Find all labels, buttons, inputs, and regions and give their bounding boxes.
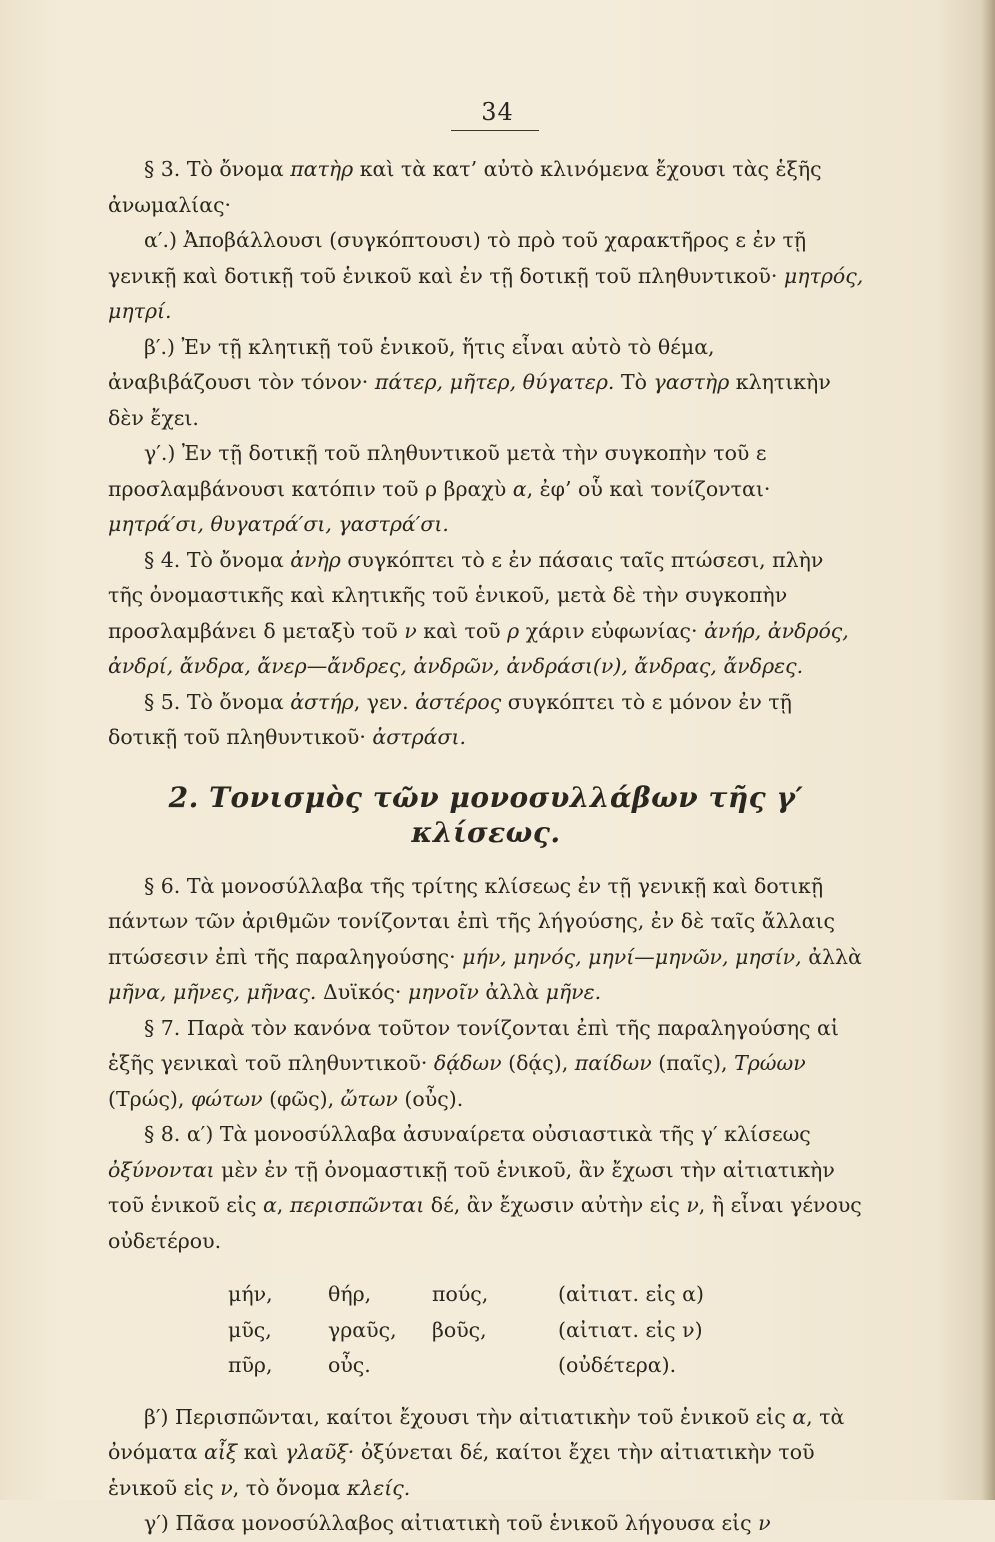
table-cell: μῦς, (228, 1317, 272, 1342)
section-7-paragraph: § 7. Παρὰ τὸν κανόνα τοῦτον τονίζονται ἐπὶ τῆς παραληγούσης αἱ ἑξῆς γενικαὶ τοῦ πληθυντικοῦ· δᾴδων (δᾴς), παίδων (παῖς), Τρώων (Τρώς), φώτων (φῶς), ὤτων (οὖς). (108, 1015, 839, 1111)
table-cell: γραῦς, (328, 1317, 397, 1342)
table-cell: πούς, (432, 1282, 489, 1306)
table-cell: μήν, (228, 1282, 273, 1306)
section-3-rule-a: α′.) Ἀποβάλλουσι (συγκόπτουσι) τὸ πρὸ τοῦ χαρακτῆρος ε ἐν τῇ γενικῇ καὶ δοτικῇ τοῦ ἑνικοῦ καὶ ἐν τῇ δοτικῇ τοῦ πληθυντικοῦ· μητρός, μητρί. (108, 228, 864, 323)
table-cell: πῦρ, (228, 1353, 273, 1377)
chapter-heading: 2. Τονισμὸς τῶν μονοσυλλάβων τῆς γ′ κλίσεως. (168, 780, 804, 849)
section-8-rule-a: § 8. α′) Τὰ μονοσύλλαβα ἀσυναίρετα οὐσιαστικὰ τῆς γ′ κλίσεως ὀξύνονται μὲν ἐν τῇ ὀνομαστικῇ τοῦ ἑνικοῦ, ἂν ἔχωσι τὴν αἰτιατικὴν τοῦ ἑνικοῦ εἰς α, περισπῶνται δέ, ἂν ἔχωσιν αὐτὴν εἰς ν, ἢ εἶναι γένους οὐδετέρου. (108, 1122, 862, 1253)
table-cell: (αἰτιατ. εἰς ν) (558, 1317, 703, 1342)
section-3-rule-g: γ′.) Ἐν τῇ δοτικῇ τοῦ πληθυντικοῦ μετὰ τὴν συγκοπὴν τοῦ ε προσλαμβάνουσι κατόπιν τοῦ ρ βραχὺ α, ἐφ’ οὗ καὶ τονίζονται· μητρά′σι, θυγατρά′σι, γαστρά′σι. (108, 441, 771, 536)
section-6-paragraph: § 6. Τὰ μονοσύλλαβα τῆς τρίτης κλίσεως ἐν τῇ γενικῇ καὶ δοτικῇ πάντων τῶν ἀριθμῶν τονίζονται ἐπὶ τῆς λήγούσης, ἐν δὲ ταῖς ἄλλαις πτώσεσιν ἐπὶ τῆς παραληγούσης· μήν, μηνός, μηνί—μηνῶν, μησίν, ἀλλὰ μῆνα, μῆνες, μῆνας. Δυϊκός· μηνοῖν ἀλλὰ μῆνε. (108, 873, 862, 1004)
table-row (228, 1313, 864, 1349)
page-text (108, 152, 864, 1542)
table-cell: οὖς. (328, 1353, 371, 1377)
table-cell: βοῦς, (432, 1317, 487, 1342)
section-3-rule-b: β′.) Ἐν τῇ κλητικῇ τοῦ ἑνικοῦ, ἥτις εἶναι αὐτὸ τὸ θέμα, ἀναβιβάζουσι τὸν τόνον· πάτερ, μῆτερ, θύγατερ. Τὸ γαστὴρ κλητικὴν δὲν ἔχει. (108, 334, 831, 430)
page-number: 34 (481, 98, 514, 126)
page-edge-shadow (981, 0, 995, 1500)
table-cell (432, 1348, 558, 1384)
section-8-rule-b: β′) Περισπῶνται, καίτοι ἔχουσι τὴν αἰτιατικὴν τοῦ ἑνικοῦ εἰς α, τὰ ὀνόματα αἶξ καὶ γλαῦξ· ὀξύνεται δέ, καίτοι ἔχει τὴν αἰτιατικὴν τοῦ ἑνικοῦ εἰς ν, τὸ ὄνομα κλείς. (108, 1404, 845, 1500)
section-3-paragraph: § 3. Τὸ ὄνομα πατὴρ καὶ τὰ κατ’ αὐτὸ κλινόμενα ἔχουσι τὰς ἑξῆς ἀνωμαλίας· (108, 157, 822, 217)
table-cell: θήρ, (328, 1282, 372, 1306)
header-rule (451, 130, 539, 131)
table-cell: (αἰτιατ. εἰς α) (558, 1282, 704, 1306)
section-4-paragraph: § 4. Τὸ ὄνομα ἀνὴρ συγκόπτει τὸ ε ἐν πάσαις ταῖς πτώσεσι, πλὴν τῆς ὀνομαστικῆς καὶ κλητικῆς τοῦ ἑνικοῦ, μετὰ δὲ τὴν συγκοπὴν προσλαμβάνει δ μεταξὺ τοῦ ν καὶ τοῦ ρ χάριν εὐφωνίας· ἀνήρ, ἀνδρός, ἀνδρί, ἄνδρα, ἄνερ—ἄνδρες, ἀνδρῶν, ἀνδράσι(ν), ἄνδρας, ἄνδρες. (108, 547, 849, 678)
table-cell: (οὐδέτερα). (558, 1353, 677, 1377)
table-row (228, 1348, 864, 1384)
examples-table (228, 1277, 864, 1384)
table-row (228, 1277, 864, 1313)
section-5-paragraph: § 5. Τὸ ὄνομα ἀστήρ, γεν. ἀστέρος συγκόπτει τὸ ε μόνον ἐν τῇ δοτικῇ τοῦ πληθυντικοῦ· ἀστράσι. (108, 689, 792, 749)
section-8-rule-g: γ′) Πᾶσα μονοσύλλαβος αἰτιατικὴ τοῦ ἑνικοῦ λήγουσα εἰς ν (144, 1511, 771, 1535)
